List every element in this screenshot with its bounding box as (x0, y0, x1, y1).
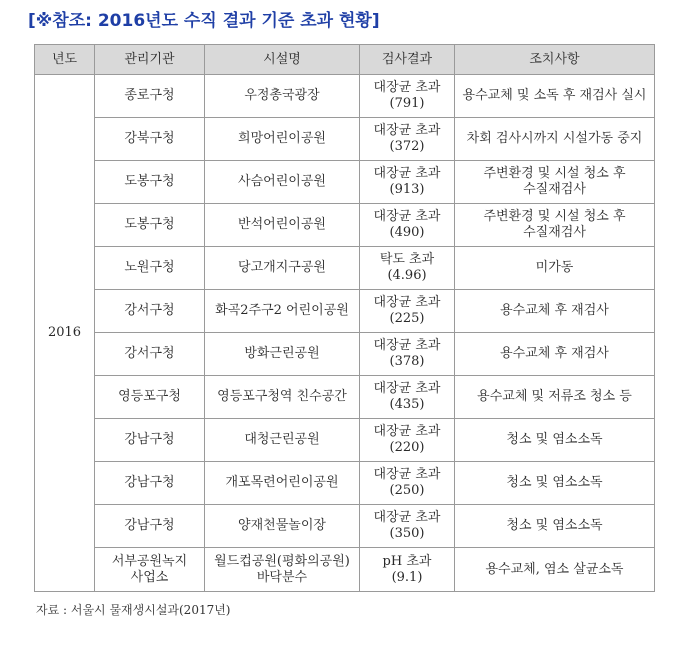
header-action: 조치사항 (455, 45, 655, 75)
table-row (35, 548, 655, 592)
action-cell: 차회 검사시까지 시설가동 중지 (455, 118, 655, 161)
table-row (35, 376, 655, 419)
agency-cell: 강서구청 (95, 333, 205, 376)
year-cell: 2016 (35, 75, 95, 592)
result-cell: 탁도 초과 (4.96) (360, 247, 455, 290)
facility-cell: 월드컵공원(평화의공원) 바닥분수 (205, 548, 360, 592)
agency-cell: 도봉구청 (95, 161, 205, 204)
action-cell: 청소 및 염소소독 (455, 505, 655, 548)
agency-cell: 강남구청 (95, 419, 205, 462)
result-cell: 대장균 초과 (490) (360, 204, 455, 247)
action-cell: 청소 및 염소소독 (455, 419, 655, 462)
result-cell: 대장균 초과 (350) (360, 505, 455, 548)
action-cell: 청소 및 염소소독 (455, 462, 655, 505)
facility-cell: 사슴어린이공원 (205, 161, 360, 204)
table-row (35, 419, 655, 462)
agency-cell: 영등포구청 (95, 376, 205, 419)
facility-cell: 방화근린공원 (205, 333, 360, 376)
result-cell: 대장균 초과 (913) (360, 161, 455, 204)
table-row (35, 290, 655, 333)
result-cell: 대장균 초과 (220) (360, 419, 455, 462)
table-row (35, 75, 655, 118)
facility-cell: 화곡2주구2 어린이공원 (205, 290, 360, 333)
result-cell: 대장균 초과 (225) (360, 290, 455, 333)
header-agency: 관리기관 (95, 45, 205, 75)
agency-cell: 서부공원녹지 사업소 (95, 548, 205, 592)
action-cell: 용수교체 및 소독 후 재검사 실시 (455, 75, 655, 118)
source-note: 자료 : 서울시 물재생시설과(2017년) (36, 603, 231, 617)
result-cell: 대장균 초과 (791) (360, 75, 455, 118)
agency-cell: 도봉구청 (95, 204, 205, 247)
header-year: 년도 (35, 45, 95, 75)
table-row (35, 333, 655, 376)
table-row (35, 505, 655, 548)
action-cell: 용수교체 후 재검사 (455, 290, 655, 333)
agency-cell: 노원구청 (95, 247, 205, 290)
action-cell: 미가동 (455, 247, 655, 290)
result-cell: 대장균 초과 (250) (360, 462, 455, 505)
table-row (35, 204, 655, 247)
facility-cell: 개포목련어린이공원 (205, 462, 360, 505)
table-row (35, 462, 655, 505)
action-cell: 용수교체, 염소 살균소독 (455, 548, 655, 592)
action-cell: 용수교체 및 저류조 청소 등 (455, 376, 655, 419)
facility-cell: 반석어린이공원 (205, 204, 360, 247)
table-row (35, 161, 655, 204)
agency-cell: 강북구청 (95, 118, 205, 161)
table-row (35, 118, 655, 161)
result-cell: 대장균 초과 (435) (360, 376, 455, 419)
action-cell: 주변환경 및 시설 청소 후 수질재검사 (455, 204, 655, 247)
table-row (35, 247, 655, 290)
result-cell: 대장균 초과 (372) (360, 118, 455, 161)
inspection-results-table (34, 44, 655, 592)
agency-cell: 종로구청 (95, 75, 205, 118)
facility-cell: 희망어린이공원 (205, 118, 360, 161)
agency-cell: 강남구청 (95, 462, 205, 505)
facility-cell: 영등포구청역 친수공간 (205, 376, 360, 419)
agency-cell: 강서구청 (95, 290, 205, 333)
facility-cell: 대청근린공원 (205, 419, 360, 462)
header-result: 검사결과 (360, 45, 455, 75)
facility-cell: 양재천물놀이장 (205, 505, 360, 548)
facility-cell: 우정총국광장 (205, 75, 360, 118)
action-cell: 용수교체 후 재검사 (455, 333, 655, 376)
agency-cell: 강남구청 (95, 505, 205, 548)
facility-cell: 당고개지구공원 (205, 247, 360, 290)
result-cell: pH 초과 (9.1) (360, 548, 455, 592)
header-facility: 시설명 (205, 45, 360, 75)
report-title: [※참조: 2016년도 수직 결과 기준 초과 현황] (28, 11, 380, 31)
result-cell: 대장균 초과 (378) (360, 333, 455, 376)
table-header-row (35, 45, 655, 75)
action-cell: 주변환경 및 시설 청소 후 수질재검사 (455, 161, 655, 204)
